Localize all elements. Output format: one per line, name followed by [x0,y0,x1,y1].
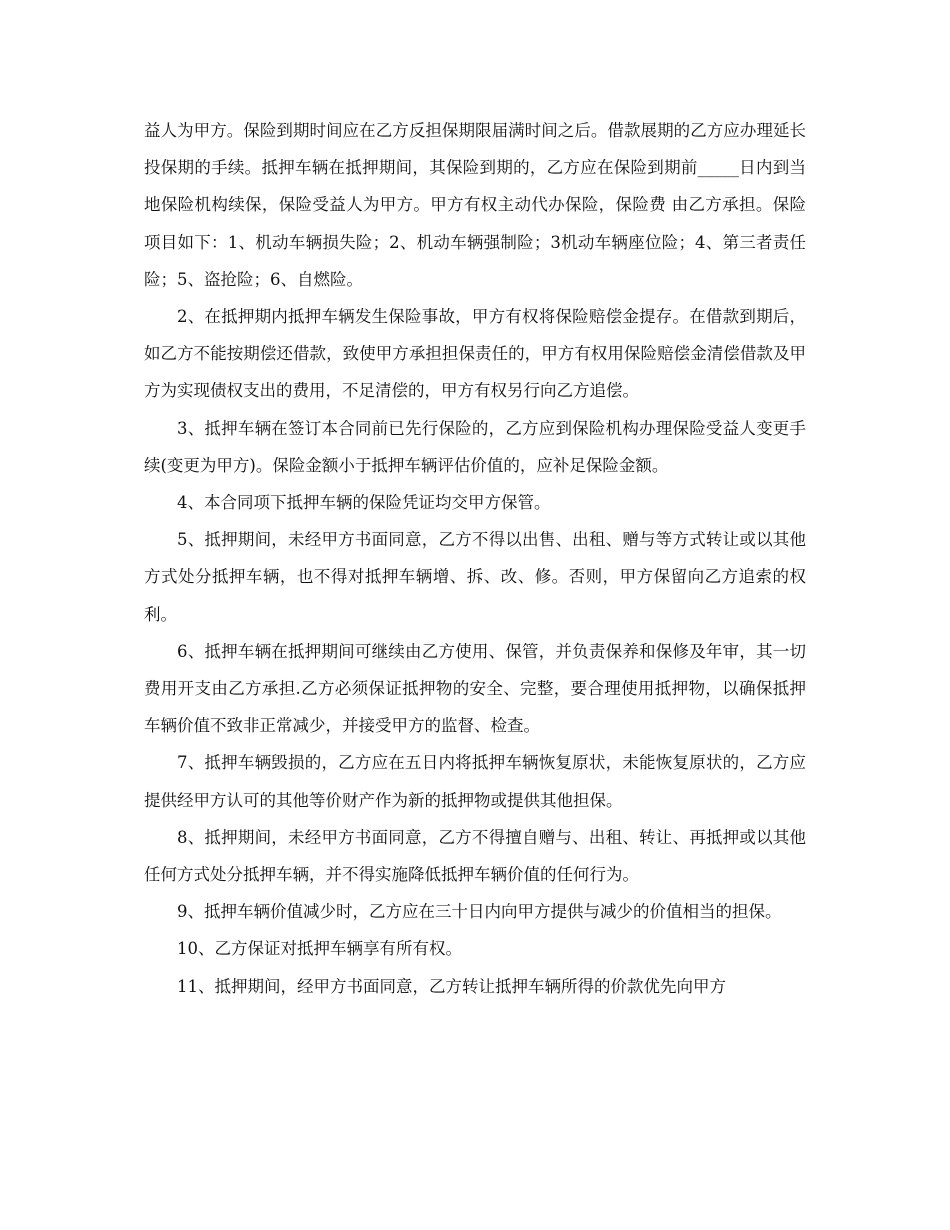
paragraph-clause-7: 7、抵押车辆毁损的，乙方应在五日内将抵押车辆恢复原状，未能恢复原状的，乙方应提供经甲方认可的其他等价财产作为新的抵押物或提供其他担保。 [144,753,806,810]
paragraph-clause-8: 8、抵押期间，未经甲方书面同意，乙方不得擅自赠与、出租、转让、再抵押或以其他任何方式处分抵押车辆，并不得实施降低抵押车辆价值的任何行为。 [144,827,806,885]
paragraph-clause-9: 9、抵押车辆价值减少时，乙方应在三十日内向甲方提供与减少的价值相当的担保。 [177,902,782,922]
paragraph-clause-11: 11、抵押期间，经甲方书面同意，乙方转让抵押车辆所得的价款优先向甲方 [177,976,726,996]
paragraph-clause-2: 2、在抵押期内抵押车辆发生保险事故，甲方有权将保险赔偿金提存。在借款到期后，如乙方不能按期偿还借款，致使甲方承担担保责任的，甲方有权用保险赔偿金清偿借款及甲方为实现债权支出的费用，不足清偿的，甲方有权另行向乙方追偿。 [144,307,806,401]
paragraph-clause-6: 6、抵押车辆在抵押期间可继续由乙方使用、保管，并负责保养和保修及年审，其一切费用开支由乙方承担.乙方必须保证抵押物的安全、完整，要合理使用抵押物，以确保抵押车辆价值不致非正常减少，并接受甲方的监督、检查。 [144,641,806,736]
paragraph-clause-4: 4、本合同项下抵押车辆的保险凭证均交甲方保管。 [177,493,551,513]
paragraph-clause-5: 5、抵押期间，未经甲方书面同意，乙方不得以出售、出租、赠与等方式转让或以其他方式处分抵押车辆，也不得对抵押车辆增、拆、改、修。否则，甲方保留向乙方追索的权利。 [144,530,806,624]
paragraph-clause-10: 10、乙方保证对抵押车辆享有所有权。 [177,939,462,959]
document-body [144,112,806,1005]
paragraph-clause-3: 3、抵押车辆在签订本合同前已先行保险的，乙方应到保险机构办理保险受益人变更手续(变更为甲方)。保险金额小于抵押车辆评估价值的，应补足保险金额。 [144,418,806,475]
paragraph-insurance-terms: 益人为甲方。保险到期时间应在乙方反担保期限届满时间之后。借款展期的乙方应办理延长投保期的手续。抵押车辆在抵押期间，其保险到期的，乙方应在保险到期前_____日内到当地保险机构续保，保险受益人为甲方。甲方有权主动代办保险，保险费 由乙方承担。保险项目如下：1、机动车辆损失险；2、机动车辆强制险；3机动车辆座位险；4、第三者责任险；5、盗抢险；6、自燃险。 [144,121,806,289]
